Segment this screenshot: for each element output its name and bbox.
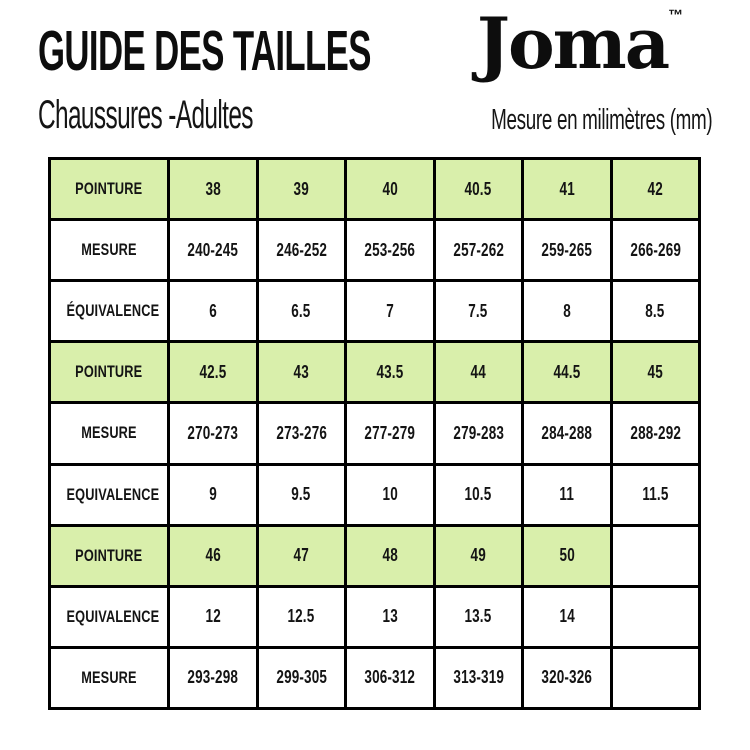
row-label-cell	[50, 342, 169, 403]
cell-value: 10.5	[464, 484, 492, 505]
table-cell	[434, 342, 523, 403]
cell-value: 12.5	[287, 606, 315, 627]
cell-value: 6.5	[291, 300, 311, 321]
table-cell	[611, 525, 700, 586]
table-cell	[523, 586, 612, 647]
table-cell	[169, 220, 258, 281]
table-row-equivalence	[50, 281, 700, 342]
cell-value: 48	[382, 545, 398, 566]
page-subtitle: Chaussures -Adultes	[38, 93, 253, 137]
row-label-cell	[50, 403, 169, 464]
table-cell	[434, 525, 523, 586]
cell-value: 284-288	[541, 422, 593, 443]
unit-note: Mesure en milimètres (mm)	[490, 104, 712, 136]
trademark-symbol: ™	[668, 7, 684, 24]
table-cell	[523, 281, 612, 342]
row-label: POINTURE	[75, 179, 143, 199]
cell-value: 45	[647, 361, 663, 382]
table-cell	[611, 220, 700, 281]
table-cell	[346, 647, 435, 708]
cell-value: 246-252	[275, 239, 327, 260]
cell-value: 8.5	[645, 300, 665, 321]
cell-value: 44.5	[553, 361, 581, 382]
table-cell	[346, 342, 435, 403]
table-cell	[523, 525, 612, 586]
cell-value: 44	[470, 361, 486, 382]
cell-value: 299-305	[275, 667, 327, 688]
table-cell	[523, 220, 612, 281]
row-label: POINTURE	[75, 545, 143, 565]
table-cell	[346, 281, 435, 342]
cell-value: 6	[208, 300, 217, 321]
cell-value: 306-312	[364, 667, 416, 688]
cell-value: 279-283	[452, 422, 504, 443]
table-row-mesure	[50, 220, 700, 281]
table-cell	[346, 220, 435, 281]
joma-logo	[455, 2, 705, 85]
table-cell	[257, 281, 346, 342]
cell-value: 43	[293, 361, 309, 382]
row-label-cell	[50, 525, 169, 586]
cell-value: 240-245	[187, 239, 239, 260]
cell-value: 39	[293, 178, 309, 199]
row-label-cell	[50, 159, 169, 220]
table-cell	[523, 464, 612, 525]
cell-value: 11.5	[642, 484, 669, 505]
table-cell	[257, 403, 346, 464]
table-cell	[611, 647, 700, 708]
table-cell	[611, 159, 700, 220]
table-cell	[346, 586, 435, 647]
table-cell	[523, 647, 612, 708]
row-label: EQUIVALENCE	[66, 484, 160, 504]
cell-value: 270-273	[187, 422, 239, 443]
table-cell	[611, 586, 700, 647]
table-cell	[346, 159, 435, 220]
table-cell	[257, 647, 346, 708]
cell-value: 49	[470, 545, 486, 566]
cell-value: 42	[647, 178, 663, 199]
cell-value: 13.5	[464, 606, 492, 627]
cell-value: 9	[208, 484, 217, 505]
cell-value: 259-265	[541, 239, 593, 260]
row-label: ÉQUIVALENCE	[66, 301, 160, 321]
cell-value: 43.5	[376, 361, 404, 382]
table-cell	[169, 159, 258, 220]
table-cell	[257, 342, 346, 403]
table-row-mesure	[50, 403, 700, 464]
row-label-cell	[50, 464, 169, 525]
row-label: MESURE	[81, 667, 137, 687]
size-table-body	[50, 159, 700, 709]
table-cell	[346, 403, 435, 464]
cell-value: 40	[382, 178, 398, 199]
cell-value: 273-276	[275, 422, 327, 443]
row-label: MESURE	[81, 240, 137, 260]
cell-value: 46	[205, 545, 221, 566]
table-cell	[346, 525, 435, 586]
table-cell	[169, 586, 258, 647]
table-cell	[169, 647, 258, 708]
table-row-equivalence	[50, 586, 700, 647]
cell-value: 320-326	[541, 667, 593, 688]
table-cell	[169, 525, 258, 586]
cell-value: 41	[559, 178, 575, 199]
table-cell	[611, 403, 700, 464]
cell-value: 11	[559, 484, 575, 505]
cell-value: 40.5	[464, 178, 492, 199]
table-cell	[523, 159, 612, 220]
cell-value: 293-298	[187, 667, 239, 688]
cell-value: 38	[205, 178, 221, 199]
cell-value: 288-292	[629, 422, 681, 443]
table-cell	[257, 159, 346, 220]
table-cell	[434, 403, 523, 464]
table-cell	[523, 403, 612, 464]
row-label: MESURE	[81, 423, 137, 443]
cell-value: 47	[293, 545, 309, 566]
table-row-pointure	[50, 342, 700, 403]
table-row-pointure	[50, 525, 700, 586]
cell-value: 8	[562, 300, 571, 321]
page-title: GUIDE DES TAILLES	[38, 19, 371, 83]
table-cell	[257, 525, 346, 586]
brand-wordmark: Joma	[476, 2, 669, 85]
row-label: EQUIVALENCE	[66, 606, 160, 626]
table-cell	[434, 464, 523, 525]
row-label-cell	[50, 281, 169, 342]
table-row-mesure	[50, 647, 700, 708]
cell-value: 313-319	[452, 667, 504, 688]
table-cell	[434, 281, 523, 342]
table-cell	[434, 159, 523, 220]
row-label-cell	[50, 586, 169, 647]
cell-value: 9.5	[291, 484, 311, 505]
cell-value: 14	[559, 606, 575, 627]
row-label-cell	[50, 220, 169, 281]
table-cell	[523, 342, 612, 403]
cell-value: 42.5	[199, 361, 227, 382]
table-cell	[169, 281, 258, 342]
cell-value: 7	[385, 300, 394, 321]
cell-value: 13	[382, 606, 398, 627]
table-cell	[611, 281, 700, 342]
table-cell	[257, 464, 346, 525]
row-label: POINTURE	[75, 362, 143, 382]
cell-value: 277-279	[364, 422, 416, 443]
table-cell	[434, 586, 523, 647]
table-row-pointure	[50, 159, 700, 220]
table-cell	[257, 220, 346, 281]
table-cell	[611, 342, 700, 403]
size-table	[48, 157, 701, 710]
cell-value: 253-256	[364, 239, 416, 260]
table-cell	[434, 647, 523, 708]
cell-value: 257-262	[452, 239, 504, 260]
table-cell	[611, 464, 700, 525]
table-cell	[169, 342, 258, 403]
cell-value: 50	[559, 545, 575, 566]
cell-value: 7.5	[468, 300, 488, 321]
table-cell	[434, 220, 523, 281]
row-label-cell	[50, 647, 169, 708]
table-cell	[169, 403, 258, 464]
cell-value: 10	[382, 484, 398, 505]
cell-value: 12	[205, 606, 221, 627]
table-row-equivalence	[50, 464, 700, 525]
table-cell	[346, 464, 435, 525]
cell-value: 266-269	[629, 239, 681, 260]
table-cell	[169, 464, 258, 525]
table-cell	[257, 586, 346, 647]
